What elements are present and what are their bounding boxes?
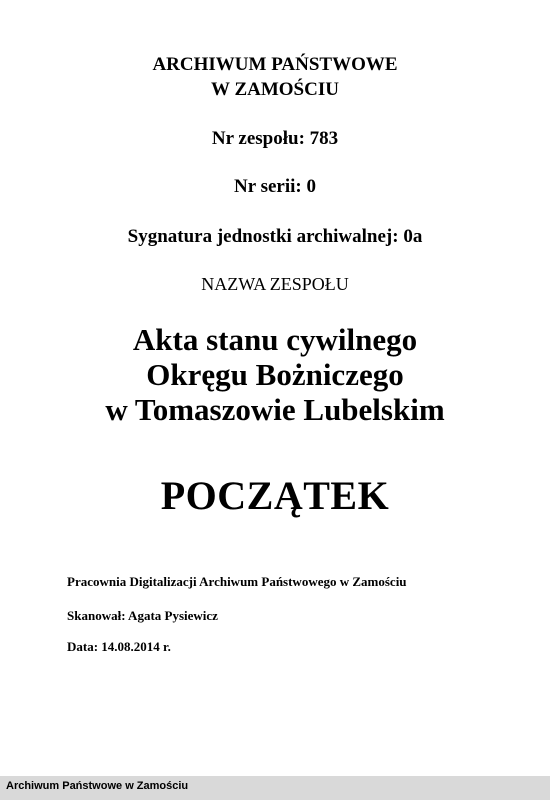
scanned-by: Skanował: Agata Pysiewicz [67,608,218,623]
digitization-lab: Pracownia Digitalizacji Archiwum Państwowego w Zamościu [67,574,407,589]
fonds-title-line2: Okręgu Bożniczego [146,357,404,392]
unit-signature: Sygnatura jednostki archiwalnej: 0a [127,226,423,247]
fonds-title [0,322,550,427]
fonds-name-label: NAZWA ZESPOŁU [201,274,349,294]
footer-watermark: Archiwum Państwowe w Zamościu [6,780,189,792]
scan-date: Data: 14.08.2014 r. [67,639,171,654]
section-heading: POCZĄTEK [160,473,390,518]
fonds-number: Nr zespołu: 783 [211,128,339,149]
archive-name-line2: W ZAMOŚCIU [211,79,339,100]
archive-name-line1: ARCHIWUM PAŃSTWOWE [152,54,398,75]
archive-name [0,52,550,102]
series-number: Nr serii: 0 [234,176,316,197]
footer-bar [0,776,550,800]
fonds-title-line1: Akta stanu cywilnego [132,322,418,357]
fonds-title-line3: w Tomaszowie Lubelskim [105,392,445,427]
